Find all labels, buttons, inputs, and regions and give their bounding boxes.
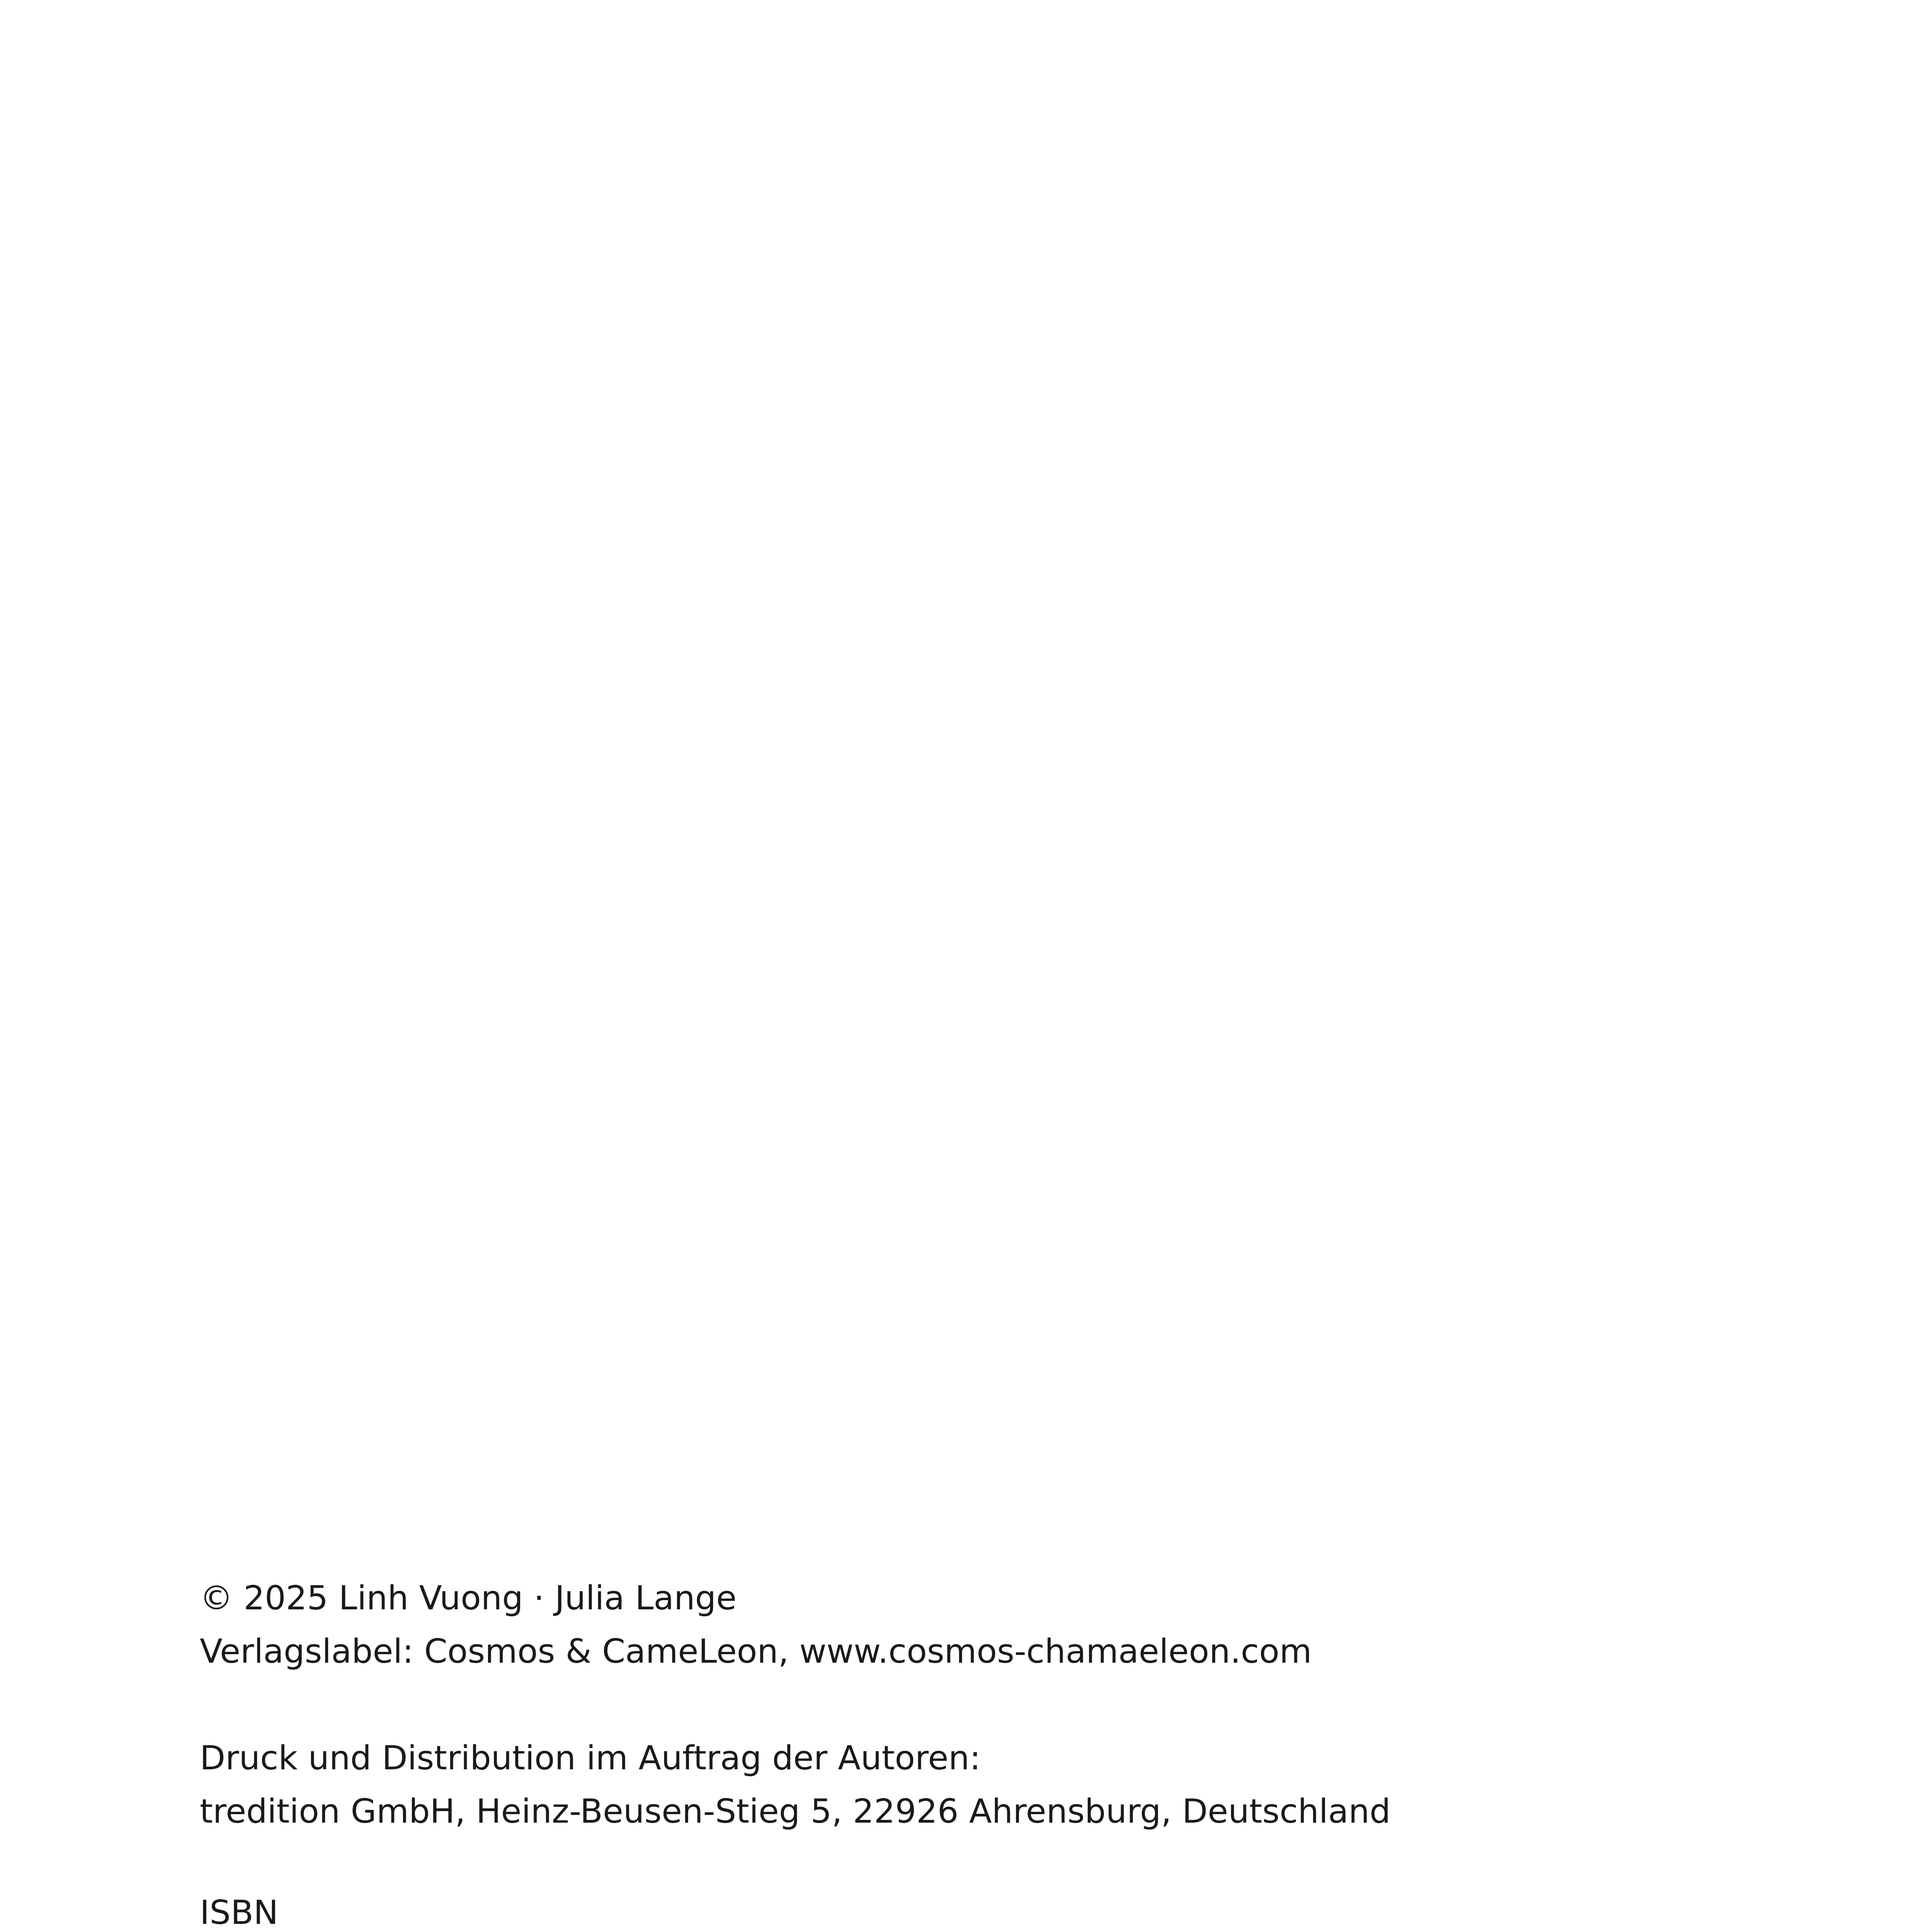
spacer	[200, 1678, 1861, 1731]
spacer	[200, 1838, 1861, 1886]
copyright-line: © 2025 Linh Vuong · Julia Lange	[200, 1579, 737, 1617]
isbn-heading: ISBN	[200, 1893, 279, 1932]
publisher-label: Verlagslabel: Cosmos & CameLeon, www.cosmos-chamaeleon.com	[200, 1632, 1312, 1671]
printing-heading: Druck und Distribution im Auftrag der Autoren:	[200, 1739, 981, 1777]
printing-address: tredition GmbH, Heinz-Beusen-Stieg 5, 22926 Ahrensburg, Deutschland	[200, 1792, 1391, 1831]
imprint-block	[200, 1571, 1861, 1932]
